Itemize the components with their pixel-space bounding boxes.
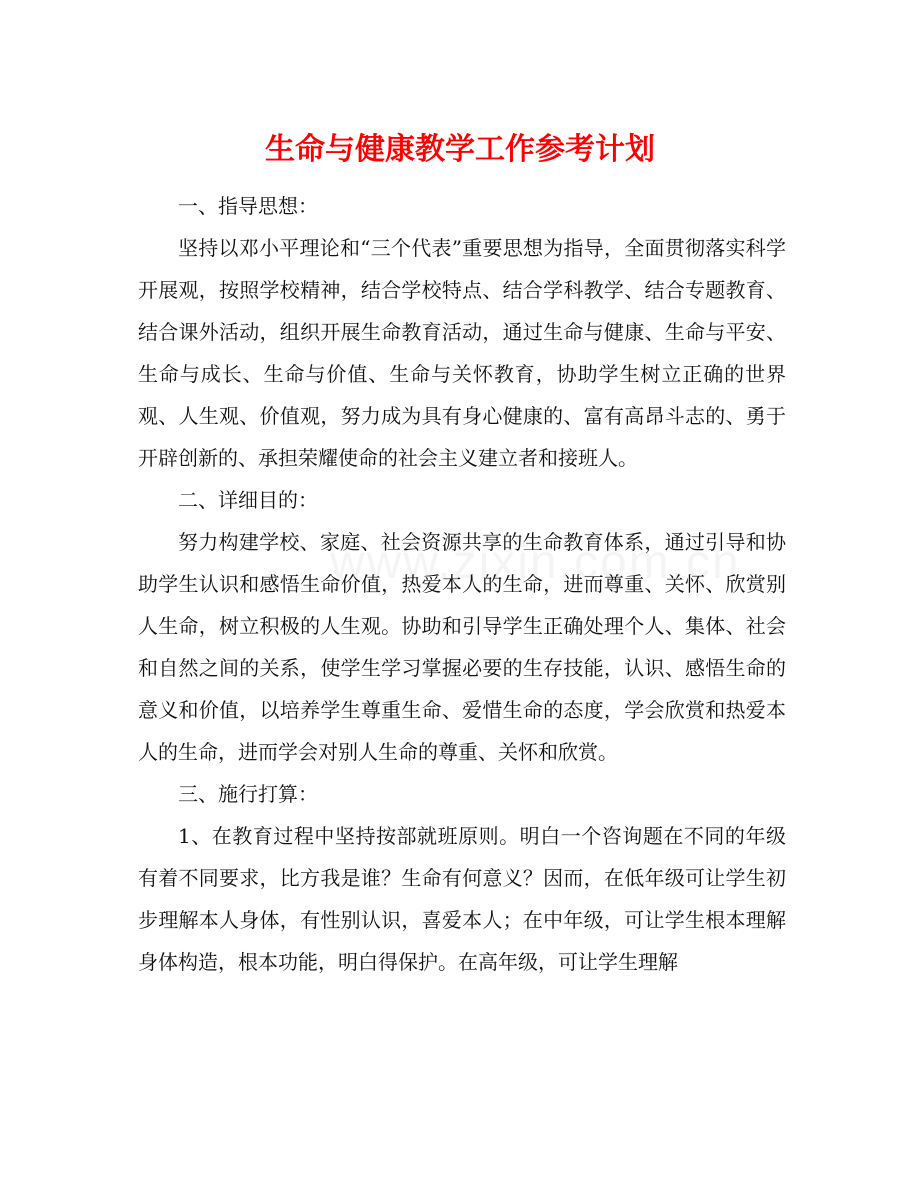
section-heading-specific-goals: 二、详细目的：: [178, 488, 318, 512]
paragraph-implementation-1: 1、在教育过程中坚持按部就班原则。明白一个咨询题在不同的年级有着不同要求，比方我是谁？生命有何意义？因而，在低年级可让学生初步理解本人身体，有性别认识，喜爱本人；在中年级，可让学生根本理解身体构造，根本功能，明白得保护。在高年级，可让学生理解: [138, 824, 786, 974]
paragraph-specific-goals: 努力构建学校、家庭、社会资源共享的生命教育体系，通过引导和协助学生认识和感悟生命价值，热爱本人的生命，进而尊重、关怀、欣赏别人生命，树立积极的人生观。协助和引导学生正确处理个人、集体、社会和自然之间的关系，使学生学习掌握必要的生存技能，认识、感悟生命的意义和价值，以培养学生尊重生命、爱惜生命的态度，学会欣赏和热爱本人的生命，进而学会对别人生命的尊重、关怀和欣赏。: [138, 530, 786, 764]
section-heading-guiding-thought: 一、指导思想：: [178, 194, 318, 218]
paragraph-guiding-thought: 坚持以邓小平理论和“三个代表”重要思想为指导，全面贯彻落实科学开展观，按照学校精神，结合学校特点、结合学科教学、结合专题教育、结合课外活动，组织开展生命教育活动，通过生命与健康、生命与平安、生命与成长、生命与价值、生命与关怀教育，协助学生树立正确的世界观、人生观、价值观，努力成为具有身心健康的、富有高昂斗志的、勇于开辟创新的、承担荣耀使命的社会主义建立者和接班人。: [138, 236, 786, 470]
document-body: [138, 185, 786, 983]
document-title: 生命与健康教学工作参考计划: [265, 132, 655, 167]
section-heading-implementation-plan: 三、施行打算：: [178, 782, 318, 806]
